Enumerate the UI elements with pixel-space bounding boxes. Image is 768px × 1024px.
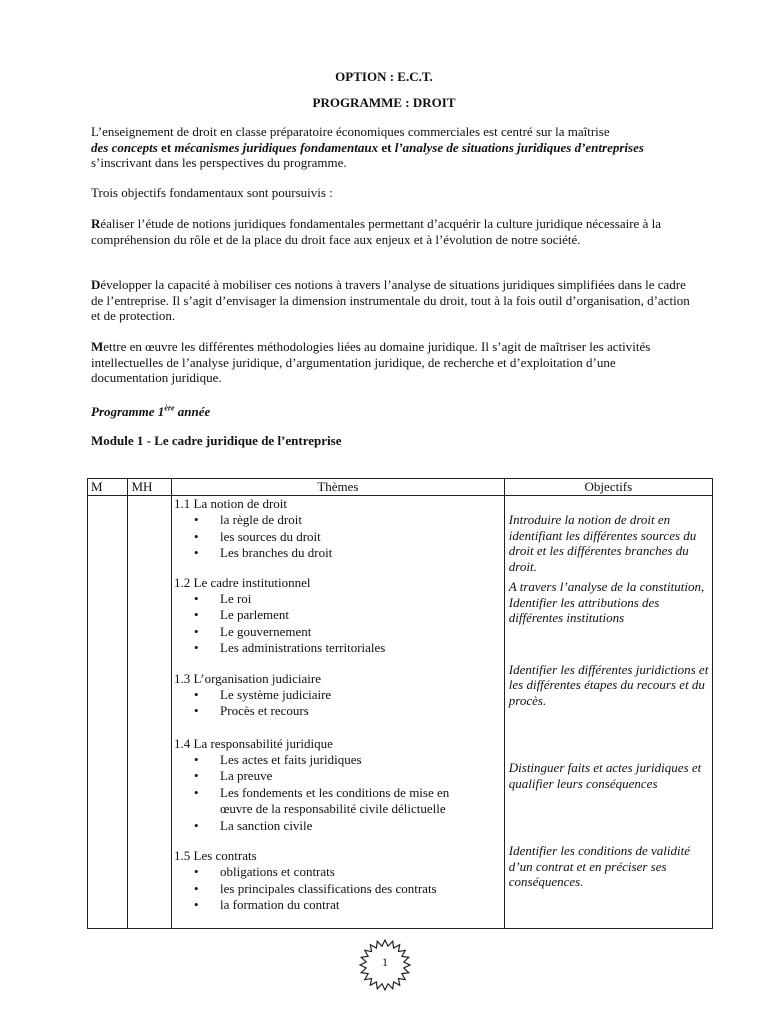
list-item: • Le parlement [174, 607, 504, 624]
programme-year-sup: ère [164, 403, 175, 413]
section-title: 1.1 La notion de droit [174, 496, 288, 511]
list-item: • La preuve [174, 768, 504, 785]
list-item: • les principales classifications des contrats [174, 881, 504, 898]
section-list [174, 864, 504, 914]
list-item: • La sanction civile [174, 818, 504, 835]
objective-text: A travers l’analyse de la constitution, Identifier les attributions des différentes institutions [508, 579, 705, 625]
programme-table [87, 478, 713, 929]
table-body-row [88, 496, 713, 929]
intro-mecanismes: mécanismes juridiques fondamentaux [174, 139, 379, 155]
objective-text: Identifier les conditions de validité d’un contrat et en préciser ses conséquences. [508, 843, 691, 889]
list-item: • Les fondements et les conditions de mise en œuvre de la responsabilité civile délictuelle [174, 785, 504, 818]
intro-concepts: des concepts [91, 139, 158, 155]
objective-3-text: ettre en œuvre les différentes méthodologies liées au domaine juridique. Il s’agit de maîtriser les activités intellectuelles de l’analyse juridique, d’argumentation juridique, de recherche et d’exploitation d’une documentation juridique. [91, 339, 651, 385]
objective-1-initial: R [91, 216, 101, 231]
list-item: • Le gouvernement [174, 624, 504, 641]
list-item: • Les administrations territoriales [174, 640, 504, 657]
intro-perspectives: s’inscrivant dans les perspectives du programme. [91, 155, 347, 170]
section-title: 1.5 Les contrats [174, 848, 257, 863]
page-number: 1 [382, 955, 388, 969]
objective-3 [91, 339, 691, 386]
intro-and-1: et [157, 139, 175, 155]
section-list [174, 591, 504, 657]
list-item: • la règle de droit [174, 512, 504, 529]
table-header-row [88, 479, 713, 496]
objectives-cell [504, 496, 712, 929]
list-item: • les sources du droit [174, 529, 504, 546]
list-item: • Les branches du droit [174, 545, 504, 562]
objective-2-initial: D [91, 277, 101, 292]
list-item: • Procès et recours [174, 703, 504, 720]
programme-year-suffix: année [174, 404, 211, 419]
objective-1 [91, 216, 691, 247]
list-item: • Le roi [174, 591, 504, 608]
objective-text: Distinguer faits et actes juridiques et qualifier leurs conséquences [508, 760, 702, 791]
themes-cell [172, 496, 505, 929]
list-item: • Le système judiciaire [174, 687, 504, 704]
intro-paragraph [91, 124, 691, 171]
section-list [174, 752, 504, 835]
intro-analyse: l’analyse de situations juridiques d’entreprises [394, 139, 644, 155]
header-themes: Thèmes [172, 479, 505, 496]
option-title: OPTION : E.C.T. [335, 69, 433, 84]
list-item: • Les actes et faits juridiques [174, 752, 504, 769]
section-title: 1.3 L’organisation judiciaire [174, 670, 321, 686]
module-heading: Module 1 - Le cadre juridique de l’entreprise [91, 433, 342, 448]
intro-and-2: et [378, 139, 395, 155]
intro-text: L’enseignement de droit en classe préparatoire économiques commerciales est centré sur la maîtrise [91, 124, 610, 139]
objective-2 [91, 277, 691, 324]
objectives-intro: Trois objectifs fondamentaux sont poursuivis : [91, 185, 333, 200]
objective-1-text: éaliser l’étude de notions juridiques fondamentales permettant d’acquérir la culture juridique nécessaire à la compréhension du rôle et de la place du droit face aux enjeux et à l’évolution de notre société. [91, 216, 661, 247]
section-list [174, 687, 504, 720]
objective-text: Introduire la notion de droit en identifiant les différentes sources du droit et les différentes branches du droit. [508, 512, 697, 574]
header-objectifs: Objectifs [504, 479, 712, 496]
objective-text: Identifier les différentes juridictions et les différentes étapes du recours et du procès. [508, 661, 709, 708]
list-item: • la formation du contrat [174, 897, 504, 914]
header-mh: MH [128, 479, 172, 496]
objective-2-text: évelopper la capacité à mobiliser ces notions à travers l’analyse de situations juridiques simplifiées dans le cadre de l’entreprise. Il s’agit d’envisager la dimension instrumentale du droit, tout à la fois outil d’organisation, d’action et de protection. [91, 277, 690, 323]
section-list [174, 512, 504, 562]
objective-3-initial: M [91, 339, 104, 354]
section-title: 1.4 La responsabilité juridique [174, 735, 333, 751]
programme-year-heading [91, 404, 210, 420]
section-title: 1.2 Le cadre institutionnel [174, 574, 311, 590]
programme-title: PROGRAMME : DROIT [312, 95, 456, 110]
list-item: • obligations et contrats [174, 864, 504, 881]
header-m: M [88, 479, 128, 496]
mh-cell [128, 496, 172, 929]
m-cell [88, 496, 128, 929]
programme-year-text: Programme 1 [91, 404, 165, 419]
